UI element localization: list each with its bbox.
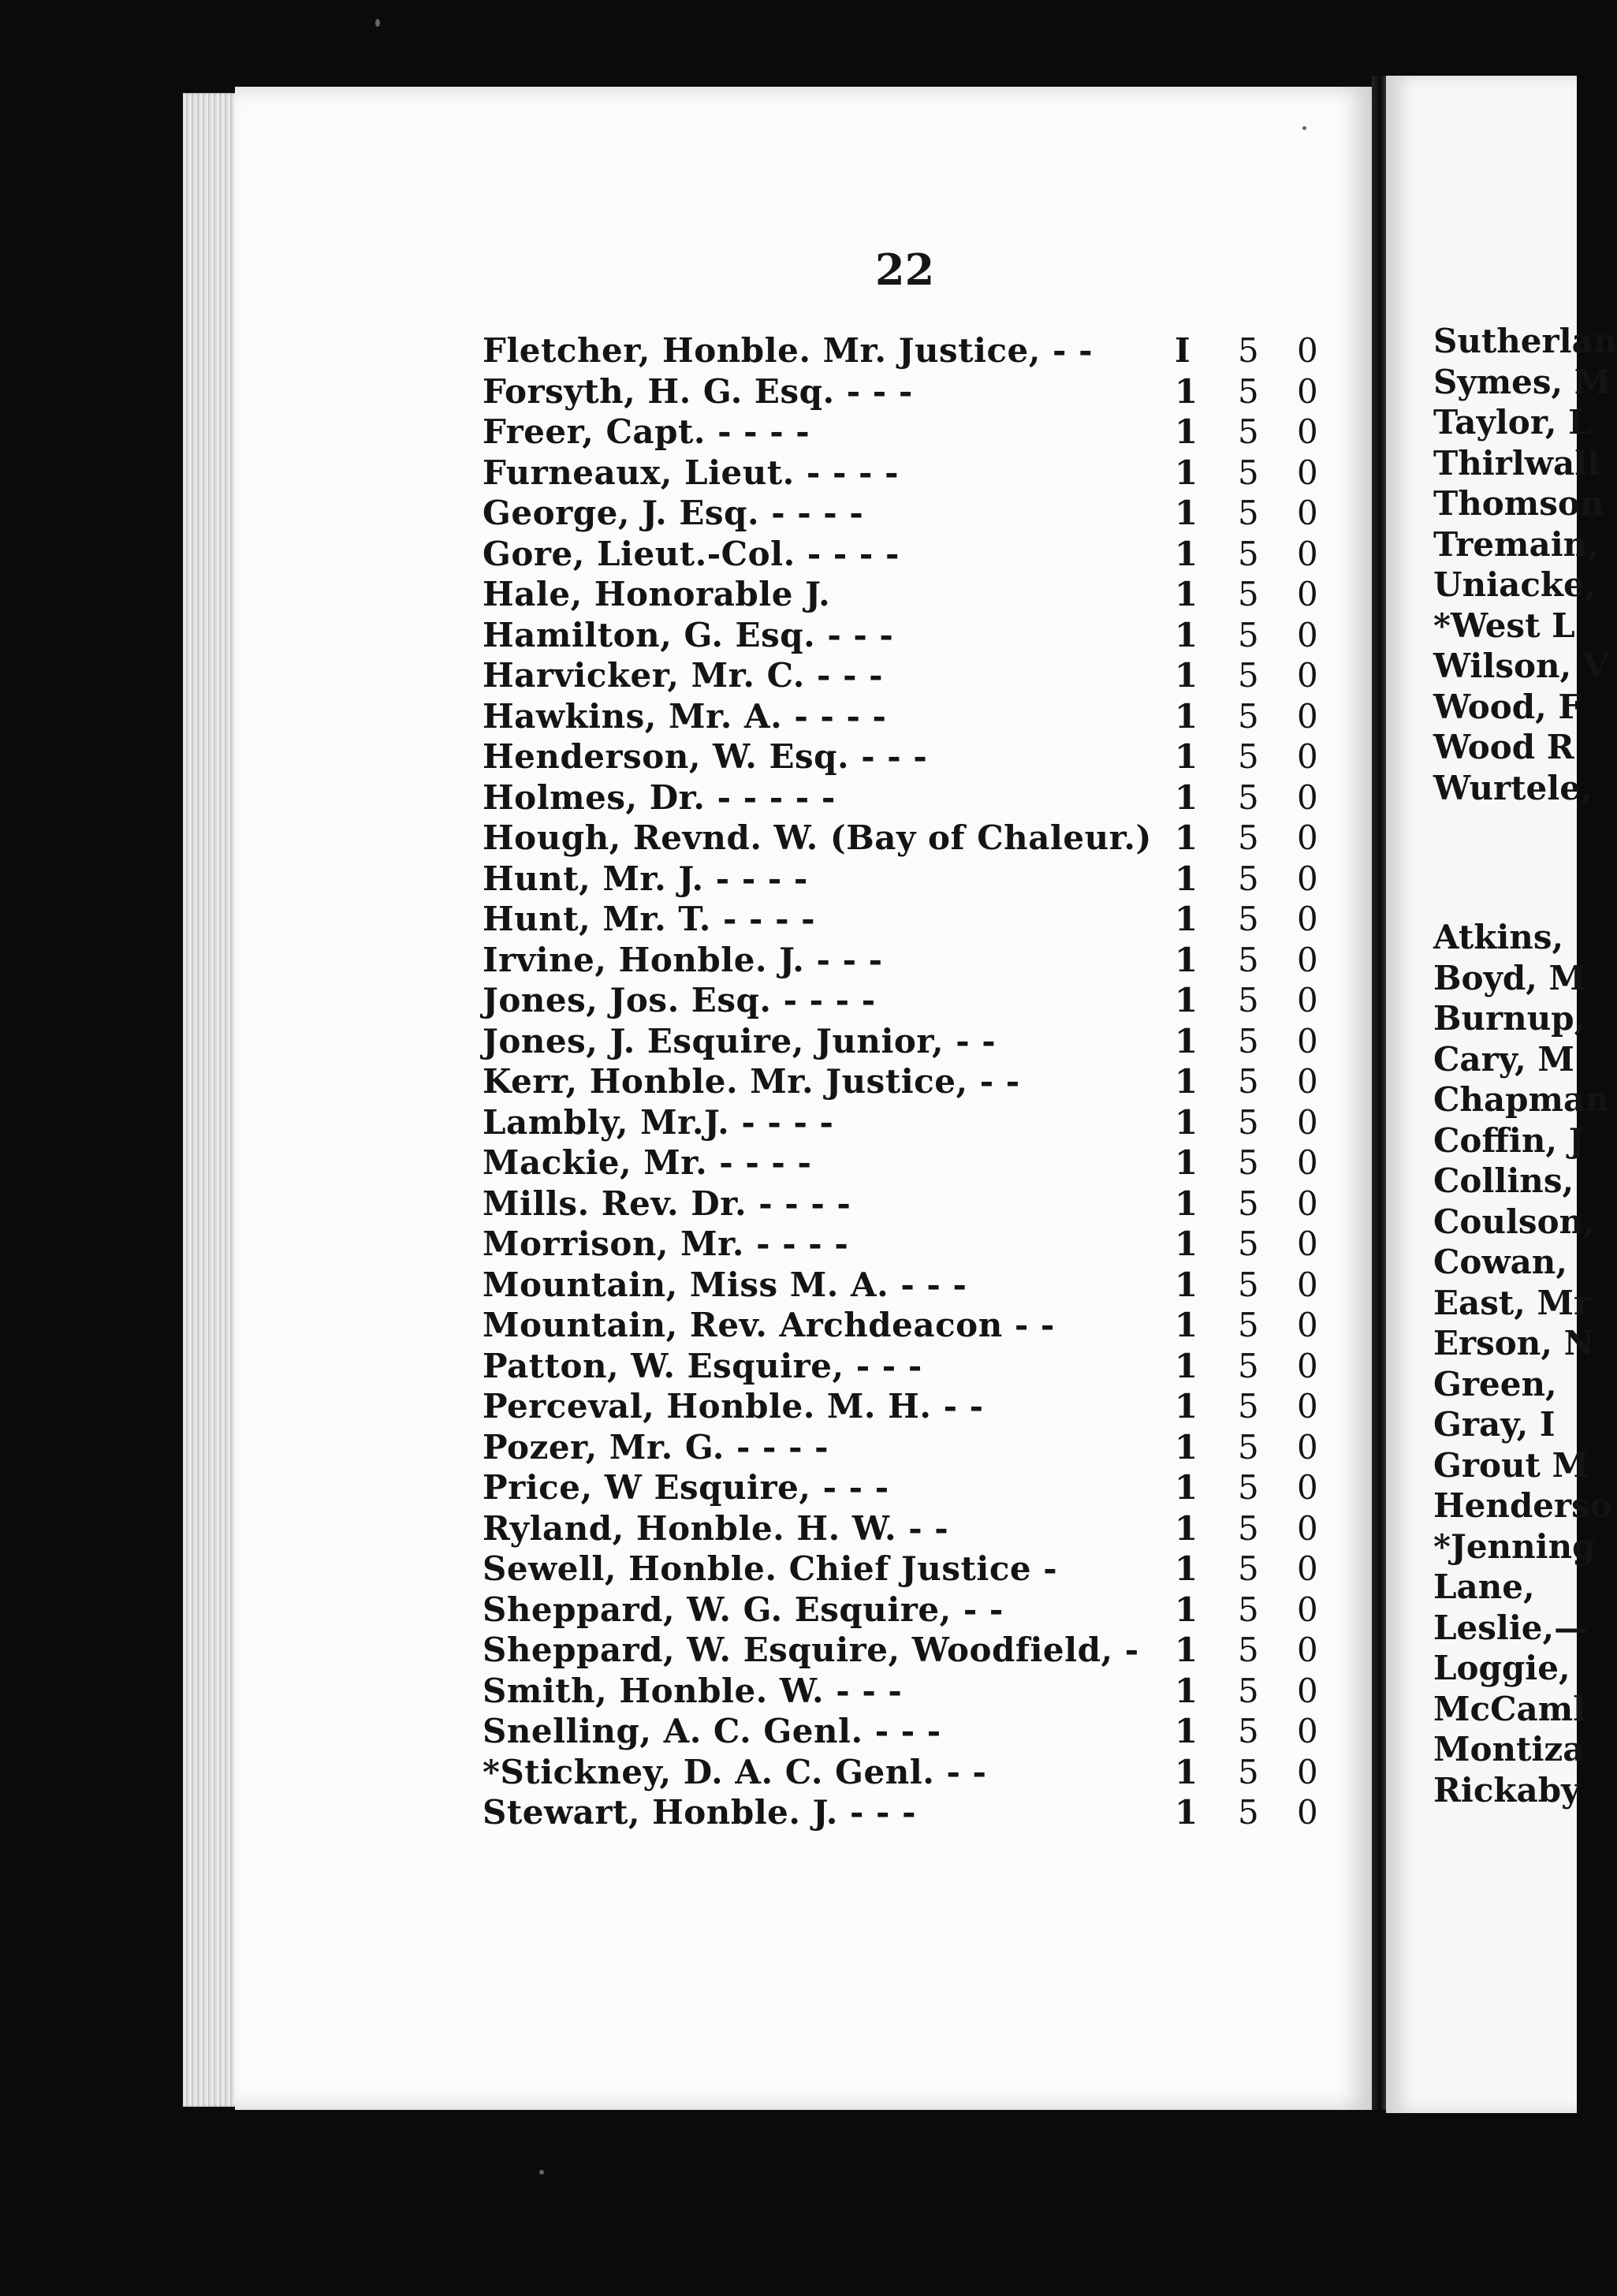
right-page-name: Rickaby: [1433, 1770, 1581, 1810]
right-page-name: Collins,: [1433, 1161, 1574, 1200]
amount-pence: 0: [1297, 981, 1318, 1019]
right-page-name: Leslie,—: [1433, 1608, 1588, 1647]
amount-pence: 0: [1297, 1387, 1318, 1426]
amount-pence: 0: [1297, 696, 1318, 736]
amount-shillings: 5: [1238, 1793, 1259, 1832]
subscriber-name: Mountain, Rev. Archdeacon - -: [482, 1306, 1055, 1344]
amount-pence: 0: [1297, 1265, 1318, 1304]
amount-pence: 0: [1297, 1102, 1318, 1142]
amount-pounds: 1: [1175, 534, 1198, 573]
right-page-name: Coulson,: [1433, 1202, 1595, 1241]
amount-pounds: 1: [1175, 1183, 1198, 1223]
amount-pounds: 1: [1175, 412, 1198, 451]
subscriber-name: Morrison, Mr. - - - -: [482, 1224, 849, 1263]
right-page-name: Coffin, J: [1433, 1120, 1585, 1160]
subscriber-name: Hale, Honorable J.: [482, 575, 831, 613]
amount-pounds: 1: [1175, 656, 1198, 695]
amount-pence: 0: [1297, 940, 1318, 979]
amount-pence: 0: [1297, 1346, 1318, 1385]
right-page-name: Wilson, V: [1433, 647, 1609, 685]
amount-pounds: 1: [1175, 737, 1198, 776]
amount-pounds: 1: [1175, 777, 1198, 817]
amount-pence: 0: [1297, 1508, 1318, 1548]
amount-pence: 0: [1297, 1752, 1318, 1791]
right-page-name: Grout M: [1433, 1445, 1589, 1485]
amount-shillings: 5: [1238, 1631, 1259, 1669]
amount-shillings: 5: [1238, 1468, 1259, 1507]
amount-pounds: 1: [1175, 1143, 1198, 1182]
subscriber-name: Stewart, Honble. J. - - -: [482, 1793, 917, 1832]
amount-pence: 0: [1297, 1549, 1318, 1588]
amount-pounds: 1: [1175, 981, 1198, 1019]
right-page-name: Thirlwall: [1433, 443, 1600, 483]
subscriber-name: Hunt, Mr. T. - - - -: [482, 900, 816, 938]
amount-pounds: 1: [1175, 1102, 1198, 1142]
right-page-name: Cary, M: [1433, 1039, 1574, 1079]
amount-pounds: 1: [1175, 494, 1198, 532]
amount-pence: 0: [1297, 900, 1318, 938]
amount-pence: 0: [1297, 534, 1318, 573]
subscriber-name: Smith, Honble. W. - - -: [482, 1671, 903, 1710]
subscriber-name: Price, W Esquire, - - -: [482, 1468, 889, 1507]
subscriber-name: Freer, Capt. - - - -: [482, 412, 810, 451]
amount-pounds: 1: [1175, 371, 1198, 411]
page-number: 22: [875, 244, 935, 295]
amount-pence: 0: [1297, 1306, 1318, 1344]
right-page-name: Burnup,: [1433, 999, 1586, 1038]
amount-pounds: 1: [1175, 1346, 1198, 1385]
right-page-name: Montiza: [1433, 1730, 1585, 1769]
amount-shillings: 5: [1238, 818, 1259, 857]
right-page-name: Gray, I: [1433, 1405, 1556, 1444]
subscriber-name: Sewell, Honble. Chief Justice -: [482, 1549, 1058, 1588]
subscriber-name: *Stickney, D. A. C. Genl. - -: [482, 1752, 987, 1791]
ink-speck: [539, 2170, 544, 2175]
right-page-name: *West L: [1433, 606, 1575, 645]
subscriber-name: Sheppard, W. Esquire, Woodfield, -: [482, 1631, 1139, 1669]
subscriber-name: Irvine, Honble. J. - - -: [482, 940, 883, 979]
subscriber-name: Mackie, Mr. - - - -: [482, 1143, 812, 1182]
amount-pence: 0: [1297, 412, 1318, 451]
amount-shillings: 5: [1238, 1508, 1259, 1548]
amount-shillings: 5: [1238, 737, 1259, 776]
amount-pounds: 1: [1175, 1793, 1198, 1832]
amount-shillings: 5: [1238, 940, 1259, 979]
amount-pence: 0: [1297, 1427, 1318, 1467]
amount-pounds: 1: [1175, 1671, 1198, 1710]
right-page-name: Boyd, M: [1433, 958, 1586, 997]
amount-shillings: 5: [1238, 1549, 1259, 1588]
amount-shillings: 5: [1238, 453, 1259, 492]
amount-pence: 0: [1297, 818, 1318, 857]
ink-speck: [375, 19, 380, 27]
amount-shillings: 5: [1238, 371, 1259, 411]
subscriber-name: Snelling, A. C. Genl. - - -: [482, 1712, 941, 1750]
amount-pounds: 1: [1175, 453, 1198, 492]
amount-pence: 0: [1297, 656, 1318, 695]
amount-pounds: 1: [1175, 1021, 1198, 1060]
subscriber-name: Lambly, Mr.J. - - - -: [482, 1102, 834, 1142]
amount-pence: 0: [1297, 1468, 1318, 1507]
amount-shillings: 5: [1238, 534, 1259, 573]
amount-shillings: 5: [1238, 615, 1259, 654]
amount-pence: 0: [1297, 331, 1318, 370]
right-page-name: Sutherlan: [1433, 322, 1617, 360]
amount-pounds: 1: [1175, 615, 1198, 654]
right-page-name: Erson, N: [1433, 1324, 1594, 1362]
subscriber-name: Mills. Rev. Dr. - - - -: [482, 1183, 851, 1223]
amount-shillings: 5: [1238, 331, 1259, 370]
subscriber-name: Patton, W. Esquire, - - -: [482, 1346, 922, 1385]
amount-pounds: 1: [1175, 1508, 1198, 1548]
amount-pounds: 1: [1175, 1549, 1198, 1588]
amount-shillings: 5: [1238, 1752, 1259, 1791]
subscriber-name: Mountain, Miss M. A. - - -: [482, 1265, 967, 1304]
amount-shillings: 5: [1238, 777, 1259, 817]
amount-pounds: 1: [1175, 859, 1198, 898]
amount-shillings: 5: [1238, 900, 1259, 938]
right-page-name: Taylor, L: [1433, 403, 1592, 442]
amount-pence: 0: [1297, 371, 1318, 411]
amount-shillings: 5: [1238, 1265, 1259, 1304]
amount-shillings: 5: [1238, 1671, 1259, 1710]
amount-shillings: 5: [1238, 1387, 1259, 1426]
ink-speck: [1302, 126, 1306, 130]
amount-pounds: 1: [1175, 900, 1198, 938]
amount-pence: 0: [1297, 1712, 1318, 1750]
amount-pence: 0: [1297, 737, 1318, 776]
amount-shillings: 5: [1238, 656, 1259, 695]
subscriber-name: Hunt, Mr. J. - - - -: [482, 859, 808, 898]
subscriber-name: Jones, J. Esquire, Junior, - -: [482, 1021, 997, 1060]
amount-shillings: 5: [1238, 412, 1259, 451]
right-page-name: Tremain,: [1433, 524, 1599, 564]
amount-pence: 0: [1297, 1793, 1318, 1832]
subscriber-name: Jones, Jos. Esq. - - - -: [482, 981, 876, 1019]
subscriber-name: Hamilton, G. Esq. - - -: [482, 615, 894, 654]
amount-shillings: 5: [1238, 494, 1259, 532]
right-page-name: Atkins,: [1433, 918, 1564, 956]
right-page-name: Cowan,: [1433, 1243, 1567, 1281]
subscriber-name: Ryland, Honble. H. W. - -: [482, 1508, 949, 1548]
right-page-name: Lane,: [1433, 1567, 1535, 1606]
subscriber-name: Harvicker, Mr. C. - - -: [482, 656, 884, 695]
amount-pounds: 1: [1175, 1752, 1198, 1791]
amount-pounds: 1: [1175, 1224, 1198, 1263]
amount-pence: 0: [1297, 453, 1318, 492]
amount-shillings: 5: [1238, 1712, 1259, 1750]
right-page-name: Thomson: [1433, 484, 1604, 523]
amount-shillings: 5: [1238, 1102, 1259, 1142]
amount-pounds: 1: [1175, 696, 1198, 736]
amount-pounds: 1: [1175, 1468, 1198, 1507]
amount-pence: 0: [1297, 615, 1318, 654]
amount-pounds: 1: [1175, 1387, 1198, 1426]
amount-pounds: 1: [1175, 1631, 1198, 1669]
right-page-name: Loggie,: [1433, 1649, 1570, 1687]
amount-pounds: 1: [1175, 1590, 1198, 1629]
right-page-name: Wood, F: [1433, 687, 1582, 726]
amount-pounds: I: [1175, 331, 1190, 370]
amount-pence: 0: [1297, 1631, 1318, 1669]
amount-shillings: 5: [1238, 1427, 1259, 1467]
amount-pounds: 1: [1175, 1427, 1198, 1467]
subscriber-name: Furneaux, Lieut. - - - -: [482, 453, 900, 492]
subscriber-name: Kerr, Honble. Mr. Justice, - -: [482, 1062, 1020, 1101]
subscriber-name: George, J. Esq. - - - -: [482, 494, 864, 532]
amount-pounds: 1: [1175, 818, 1198, 857]
amount-shillings: 5: [1238, 1346, 1259, 1385]
amount-pounds: 1: [1175, 1306, 1198, 1344]
subscriber-name: Pozer, Mr. G. - - - -: [482, 1427, 829, 1467]
subscriber-name: Gore, Lieut.-Col. - - - -: [482, 534, 900, 573]
right-page-name: Chapman: [1433, 1080, 1609, 1119]
right-page-name: Wurtele,: [1433, 768, 1593, 807]
amount-pounds: 1: [1175, 1062, 1198, 1101]
amount-pence: 0: [1297, 1590, 1318, 1629]
amount-pounds: 1: [1175, 575, 1198, 613]
amount-shillings: 5: [1238, 1143, 1259, 1182]
right-page-name: Wood R: [1433, 728, 1574, 766]
amount-pence: 0: [1297, 1021, 1318, 1060]
right-page-name: Henderso: [1433, 1486, 1612, 1525]
amount-shillings: 5: [1238, 981, 1259, 1019]
amount-shillings: 5: [1238, 1062, 1259, 1101]
amount-shillings: 5: [1238, 859, 1259, 898]
amount-pence: 0: [1297, 1143, 1318, 1182]
amount-pence: 0: [1297, 494, 1318, 532]
subscriber-name: Hough, Revnd. W. (Bay of Chaleur.): [482, 818, 1152, 857]
amount-pounds: 1: [1175, 940, 1198, 979]
amount-pounds: 1: [1175, 1712, 1198, 1750]
right-page-name: Uniacke,: [1433, 565, 1597, 604]
subscriber-name: Sheppard, W. G. Esquire, - -: [482, 1590, 1004, 1629]
subscriber-name: Perceval, Honble. M. H. - -: [482, 1387, 984, 1426]
subscriber-name: Holmes, Dr. - - - - -: [482, 777, 836, 817]
right-page-name: *Jenning: [1433, 1526, 1596, 1566]
amount-shillings: 5: [1238, 1224, 1259, 1263]
subscriber-name: Henderson, W. Esq. - - -: [482, 737, 928, 776]
amount-shillings: 5: [1238, 1021, 1259, 1060]
right-page-name: East, Mr: [1433, 1283, 1592, 1322]
subscriber-name: Forsyth, H. G. Esq. - - -: [482, 371, 913, 411]
right-page-name: Green,: [1433, 1364, 1557, 1403]
amount-shillings: 5: [1238, 696, 1259, 736]
amount-pence: 0: [1297, 859, 1318, 898]
subscriber-name: Hawkins, Mr. A. - - - -: [482, 696, 887, 736]
amount-shillings: 5: [1238, 1306, 1259, 1344]
amount-pence: 0: [1297, 1671, 1318, 1710]
amount-shillings: 5: [1238, 575, 1259, 613]
amount-pence: 0: [1297, 575, 1318, 613]
right-page-name: Symes, M: [1433, 362, 1611, 401]
amount-pence: 0: [1297, 1183, 1318, 1223]
amount-pence: 0: [1297, 777, 1318, 817]
amount-pence: 0: [1297, 1224, 1318, 1263]
right-page-name: McCaml: [1433, 1689, 1586, 1728]
amount-shillings: 5: [1238, 1183, 1259, 1223]
amount-pence: 0: [1297, 1062, 1318, 1101]
amount-pounds: 1: [1175, 1265, 1198, 1304]
amount-shillings: 5: [1238, 1590, 1259, 1629]
subscriber-name: Fletcher, Honble. Mr. Justice, - -: [482, 331, 1094, 370]
